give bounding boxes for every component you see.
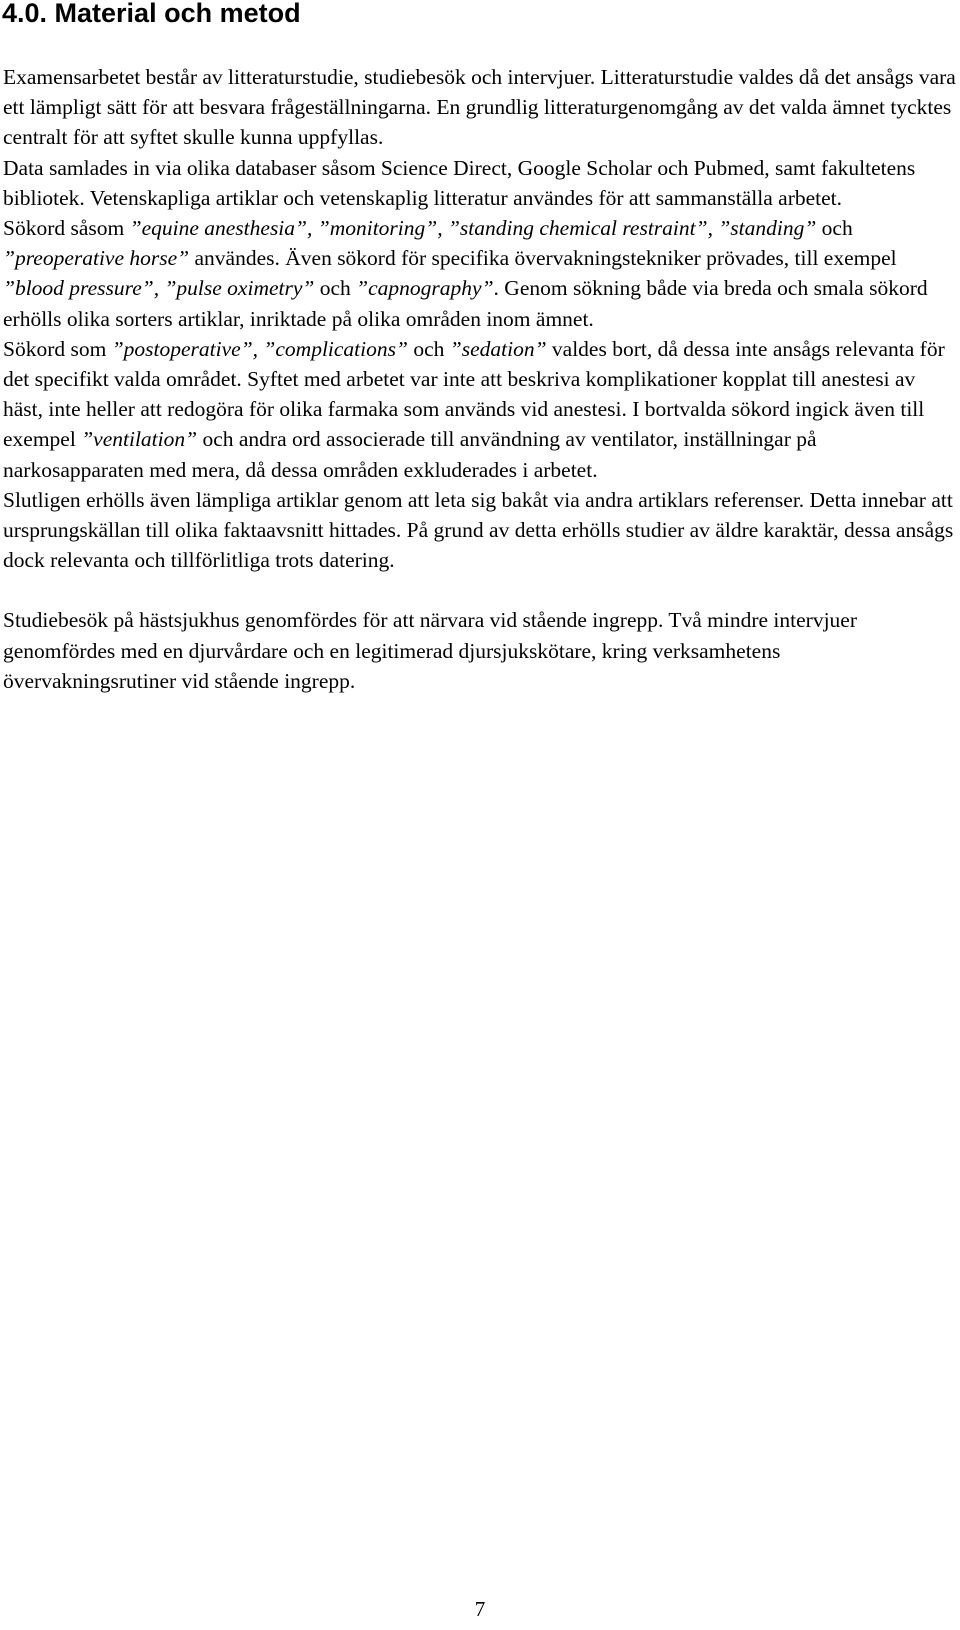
body-text [3,62,958,696]
paragraph-text: Slutligen erhölls även lämpliga artiklar genom att leta sig bakåt via andra artiklars referenser. Detta innebar att ursprungskällan till olika faktaavsnitt hittades. På grund av detta erhölls studier av äldre karaktär, dessa ansågs dock relevanta och tillförlitliga trots datering. [3,487,954,573]
text-run: Sökord som [3,336,112,361]
search-term: ”equine anesthesia”, ”monitoring”, ”standing chemical restraint”, ”standing” [129,216,817,241]
search-term: ”postoperative”, ”complications” [111,336,408,361]
search-term: ”sedation” [449,336,547,361]
paragraph-study-visits [3,605,958,696]
paragraph-references [3,485,958,576]
text-run: och [407,336,450,361]
paragraph-search-terms [3,213,958,334]
paragraph-method-overview [3,62,958,153]
paragraph-databases [3,153,958,213]
section-heading: 4.0. Material och metod [2,0,301,28]
search-term: ”capnography” [356,276,494,301]
search-term: ”blood pressure”, ”pulse oximetry” [3,276,315,301]
page-number: 7 [474,1597,486,1621]
text-run: och [314,276,357,301]
paragraph-text: Examensarbetet består av litteraturstudie, studiebesök och intervjuer. Litteraturstudie valdes då det ansågs vara ett lämpligt sätt för att besvara frågeställningarna. En grundlig litteraturgenomgång av det valda ämnet tycktes centralt för att syftet skulle kunna uppfyllas. [3,65,956,150]
search-term: ”preoperative horse” [3,246,190,271]
search-term: ”ventilation” [81,427,198,452]
paragraph-spacer [3,575,958,605]
text-run: . Genom sökning både via breda och smala sökord erhölls olika sorters artiklar, inriktade på olika områden inom ämnet. [3,276,928,331]
paragraph-excluded-terms [3,334,958,485]
text-run: användes. Även sökord för specifika övervakningstekniker prövades, till exempel [189,246,897,271]
paragraph-text: Data samlades in via olika databaser såsom Science Direct, Google Scholar och Pubmed, samt fakultetens bibliotek. Vetenskapliga artiklar och vetenskaplig litteratur användes för att sammanställa arbetet. [3,155,916,210]
paragraph-text: Studiebesök på hästsjukhus genomfördes för att närvara vid stående ingrepp. Två mindre intervjuer genomfördes med en djurvårdare och en legitimerad djursjukskötare, kring verksamhetens övervakningsrutiner vid stående ingrepp. [3,608,857,693]
text-run: valdes bort, då dessa inte ansågs relevanta för det specifikt valda området. Syftet med arbetet var inte att beskriva komplikationer kopplat till anestesi av häst, inte heller att redogöra för olika farmaka som används vid anestesi. I bortvalda sökord ingick även till exempel [3,336,945,452]
text-run: Sökord såsom [3,216,130,241]
text-run: och [816,216,853,241]
text-run: och andra ord associerade till användning av ventilator, inställningar på narkosapparaten med mera, då dessa områden exkluderades i arbetet. [3,427,817,482]
